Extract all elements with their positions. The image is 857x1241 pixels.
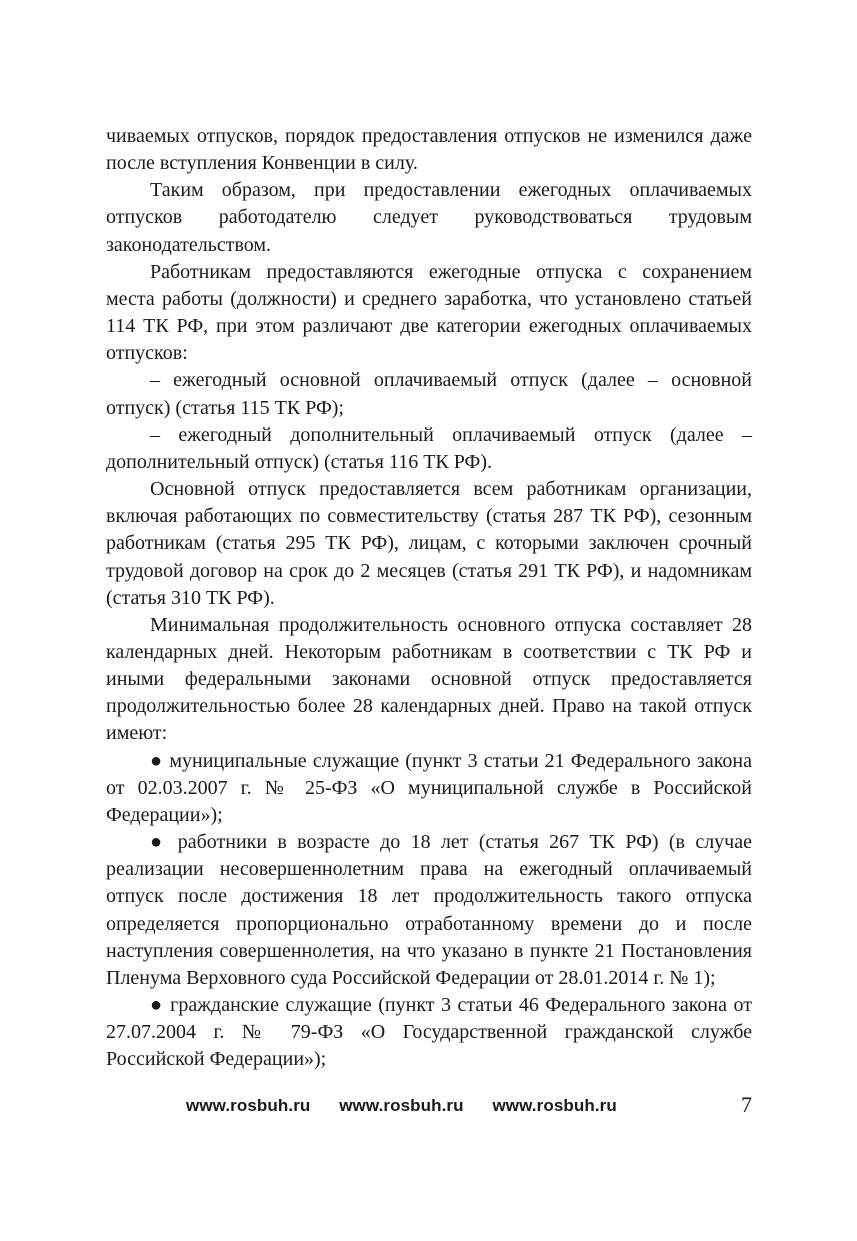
footer-url: www.rosbuh.ru — [492, 1096, 617, 1115]
list-item-bullet: ● гражданские служащие (пункт 3 статьи 46 Федерального закона от 27.07.2004 г. № 79-ФЗ «О Государственной гражданской службе Российской Федерации»); — [106, 994, 752, 1071]
footer-urls — [186, 1096, 641, 1116]
paragraph: Минимальная продолжительность основного отпуска составляет 28 календарных дней. Некоторым работникам в соответствии с ТК РФ и иными федеральными законами основной отпуск предоставляется продолжительностью более 28 календарных дней. Право на такой отпуск имеют: — [106, 613, 752, 745]
page-footer — [106, 1092, 752, 1122]
page-body — [106, 123, 752, 1073]
paragraph: Основной отпуск предоставляется всем работникам организации, включая работающих по совместительству (статья 287 ТК РФ), сезонным работникам (статья 295 ТК РФ), лицам, с которыми заключен срочный трудовой договор на срок до 2 месяцев (статья 291 ТК РФ), и надомникам (статья 310 ТК РФ). — [106, 478, 752, 609]
paragraph: Работникам предоставляются ежегодные отпуска с сохранением места работы (должности) и среднего заработка, что установлено статьей 114 ТК РФ, при этом различают две категории ежегодных оплачиваемых отпусков: — [106, 260, 752, 365]
list-item-dash: – ежегодный дополнительный оплачиваемый отпуск (далее – дополнительный отпуск) (статья 116 ТК РФ). — [106, 423, 752, 473]
footer-url: www.rosbuh.ru — [186, 1096, 311, 1115]
list-item-bullet: ● работники в возрасте до 18 лет (статья 267 ТК РФ) (в случае реализации несовершеннолетним права на ежегодный оплачиваемый отпуск после достижения 18 лет продолжительность такого отпуска определяется пропорционально отработанному времени до и после наступления совершеннолетия, на что указано в пункте 21 Постановления Пленума Верховного суда Российской Федерации от 28.01.2014 г. № 1); — [106, 831, 752, 989]
footer-url: www.rosbuh.ru — [339, 1096, 464, 1115]
page-number: 7 — [741, 1092, 752, 1117]
paragraph-continuation: чиваемых отпусков, порядок предоставления отпусков не изменился даже после вступления Конвенции в силу. — [106, 125, 752, 175]
paragraph: Таким образом, при предоставлении ежегодных оплачиваемых отпусков работодателю следует руководствоваться трудовым законодательством. — [106, 179, 752, 256]
list-item-dash: – ежегодный основной оплачиваемый отпуск (далее – основной отпуск) (статья 115 ТК РФ); — [106, 369, 752, 419]
list-item-bullet: ● муниципальные служащие (пункт 3 статьи 21 Федерального закона от 02.03.2007 г. № 25-ФЗ «О муниципальной службе в Российской Федерации»); — [106, 749, 752, 826]
